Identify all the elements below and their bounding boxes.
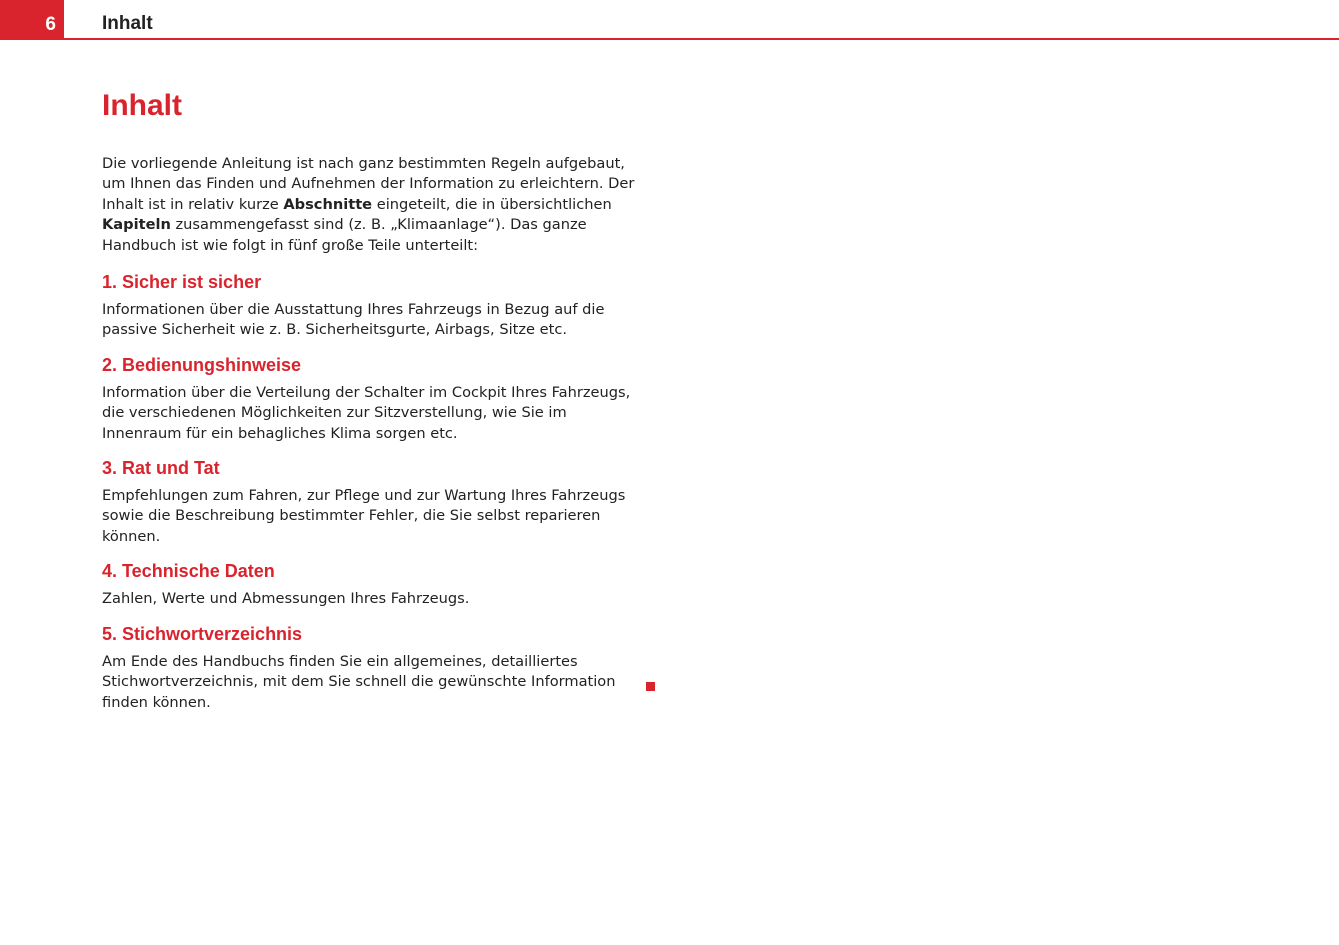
section-heading: 4. Technische Daten: [102, 561, 275, 582]
page-title: Inhalt: [102, 89, 182, 122]
page-number: 6: [0, 0, 64, 40]
end-of-section-marker-icon: [646, 682, 655, 691]
section-text: Zahlen, Werte und Abmessungen Ihres Fahrzeugs.: [102, 590, 470, 608]
running-title: Inhalt: [102, 13, 153, 34]
section-heading: 3. Rat und Tat: [102, 458, 220, 479]
intro-text-1: Die vorliegende Anleitung ist nach ganz bestimmten Regeln aufgebaut, um Ihnen das Finden und Aufnehmen der Information zu erleichtern. Der Inhalt ist in relativ kurze: [102, 155, 635, 213]
section-heading: 2. Bedienungshinweise: [102, 354, 302, 375]
page-header: [0, 0, 1339, 42]
section-safety: [102, 270, 642, 341]
intro-paragraph: [102, 154, 642, 256]
intro-bold-chapters: Kapiteln: [102, 216, 171, 234]
section-heading: 1. Sicher ist sicher: [102, 272, 262, 293]
section-text: Am Ende des Handbuchs finden Sie ein allgemeines, detailliertes Stichwortverzeichnis, mit dem Sie schnell die gewünschte Information finden können.: [102, 652, 616, 711]
section-operation: [102, 353, 642, 444]
section-text: Informationen über die Ausstattung Ihres Fahrzeugs in Bezug auf die passive Sicherheit wie z. B. Sicherheitsgurte, Airbags, Sitze etc.: [102, 301, 605, 339]
intro-bold-sections: Abschnitte: [283, 195, 373, 213]
intro-text-3: zusammengefasst sind (z. B. „Klimaanlage“). Das ganze Handbuch ist wie folgt in fünf große Teile unterteilt:: [102, 216, 587, 254]
section-technical-data: [102, 559, 642, 609]
section-text: Information über die Verteilung der Schalter im Cockpit Ihres Fahrzeugs, die verschiedenen Möglichkeiten zur Sitzverstellung, wie Sie im Innenraum für ein behagliches Klima sorgen etc.: [102, 383, 631, 442]
intro-text-2: eingeteilt, die in übersichtlichen: [372, 195, 612, 213]
header-divider: [64, 38, 1339, 40]
section-heading: 5. Stichwortverzeichnis: [102, 623, 303, 644]
section-advice: [102, 456, 642, 547]
section-text: Empfehlungen zum Fahren, zur Pflege und zur Wartung Ihres Fahrzeugs sowie die Beschreibung bestimmter Fehler, die Sie selbst reparieren können.: [102, 487, 626, 545]
main-content: [102, 84, 642, 725]
section-index: [102, 622, 642, 713]
